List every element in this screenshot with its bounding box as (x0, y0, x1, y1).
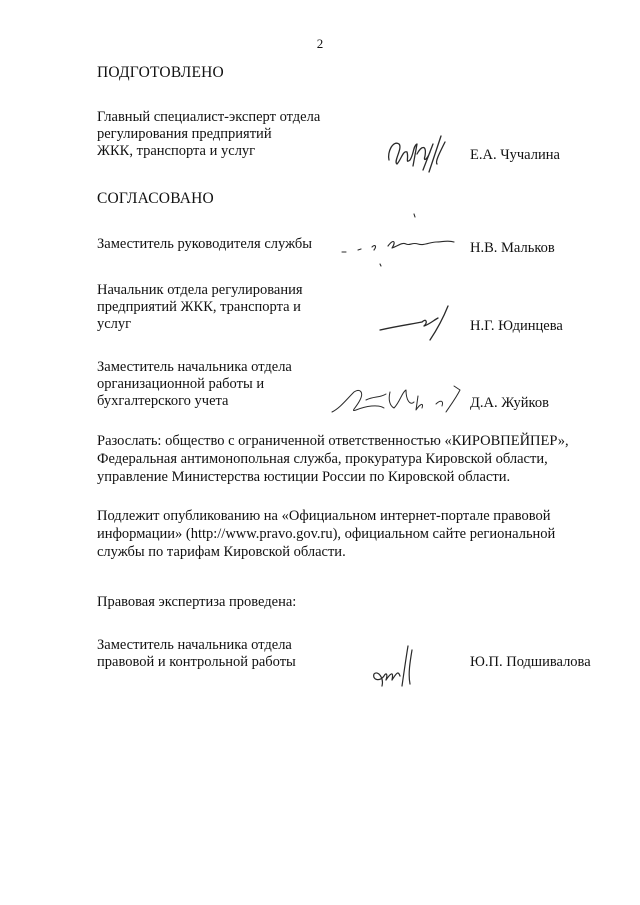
signatory-position-line: организационной работы и (97, 376, 265, 392)
signature-yudintseva (378, 300, 458, 345)
publication-line: Подлежит опубликованию на «Официальном интернет-портале правовой (97, 508, 551, 524)
publication-line: службы по тарифам Кировской области. (97, 544, 346, 560)
legal-review-name: Ю.П. Подшивалова (470, 654, 591, 670)
signatory-position-line: предприятий ЖКК, транспорта и (97, 299, 301, 315)
agreed-heading: СОГЛАСОВАНО (97, 190, 214, 207)
legal-review-statement: Правовая экспертиза проведена: (97, 594, 297, 610)
prepared-name: Е.А. Чучалина (470, 147, 560, 163)
signatory-position-line: Заместитель руководителя службы (97, 236, 313, 252)
prepared-position (97, 109, 427, 160)
signatory-name: Д.А. Жуйков (470, 395, 549, 411)
signature-chuchalina (383, 130, 458, 175)
distribution-line: Разослать: общество с ограниченной ответственностью «КИРОВПЕЙПЕР», (97, 433, 569, 449)
signatory-position-line: бухгалтерского учета (97, 393, 229, 409)
distribution-paragraph (97, 432, 602, 486)
prepared-position-line: регулирования предприятий (97, 126, 272, 142)
signatory-position-line: Заместитель начальника отдела (97, 359, 292, 375)
signature-malkov (340, 212, 465, 272)
distribution-line: Федеральная антимонопольная служба, прокуратура Кировской области, (97, 451, 548, 467)
signatory-name: Н.Г. Юдинцева (470, 318, 563, 334)
signatory-name: Н.В. Мальков (470, 240, 555, 256)
prepared-position-line: Главный специалист-эксперт отдела (97, 109, 321, 125)
page-number: 2 (316, 36, 324, 51)
publication-paragraph (97, 507, 602, 561)
prepared-heading: ПОДГОТОВЛЕНО (97, 64, 224, 81)
prepared-position-line: ЖКК, транспорта и услуг (97, 143, 256, 159)
distribution-line: управление Министерства юстиции России по Кировской области. (97, 469, 511, 485)
legal-review-position-line: правовой и контрольной работы (97, 654, 296, 670)
publication-line: информации» (http://www.pravo.gov.ru), официальном сайте региональной (97, 526, 556, 542)
signature-zhuikov (330, 378, 470, 423)
legal-review-position-line: Заместитель начальника отдела (97, 637, 292, 653)
signature-podshivalova (370, 640, 430, 695)
signatory-position-line: услуг (97, 316, 132, 332)
signatory-position-line: Начальник отдела регулирования (97, 282, 303, 298)
